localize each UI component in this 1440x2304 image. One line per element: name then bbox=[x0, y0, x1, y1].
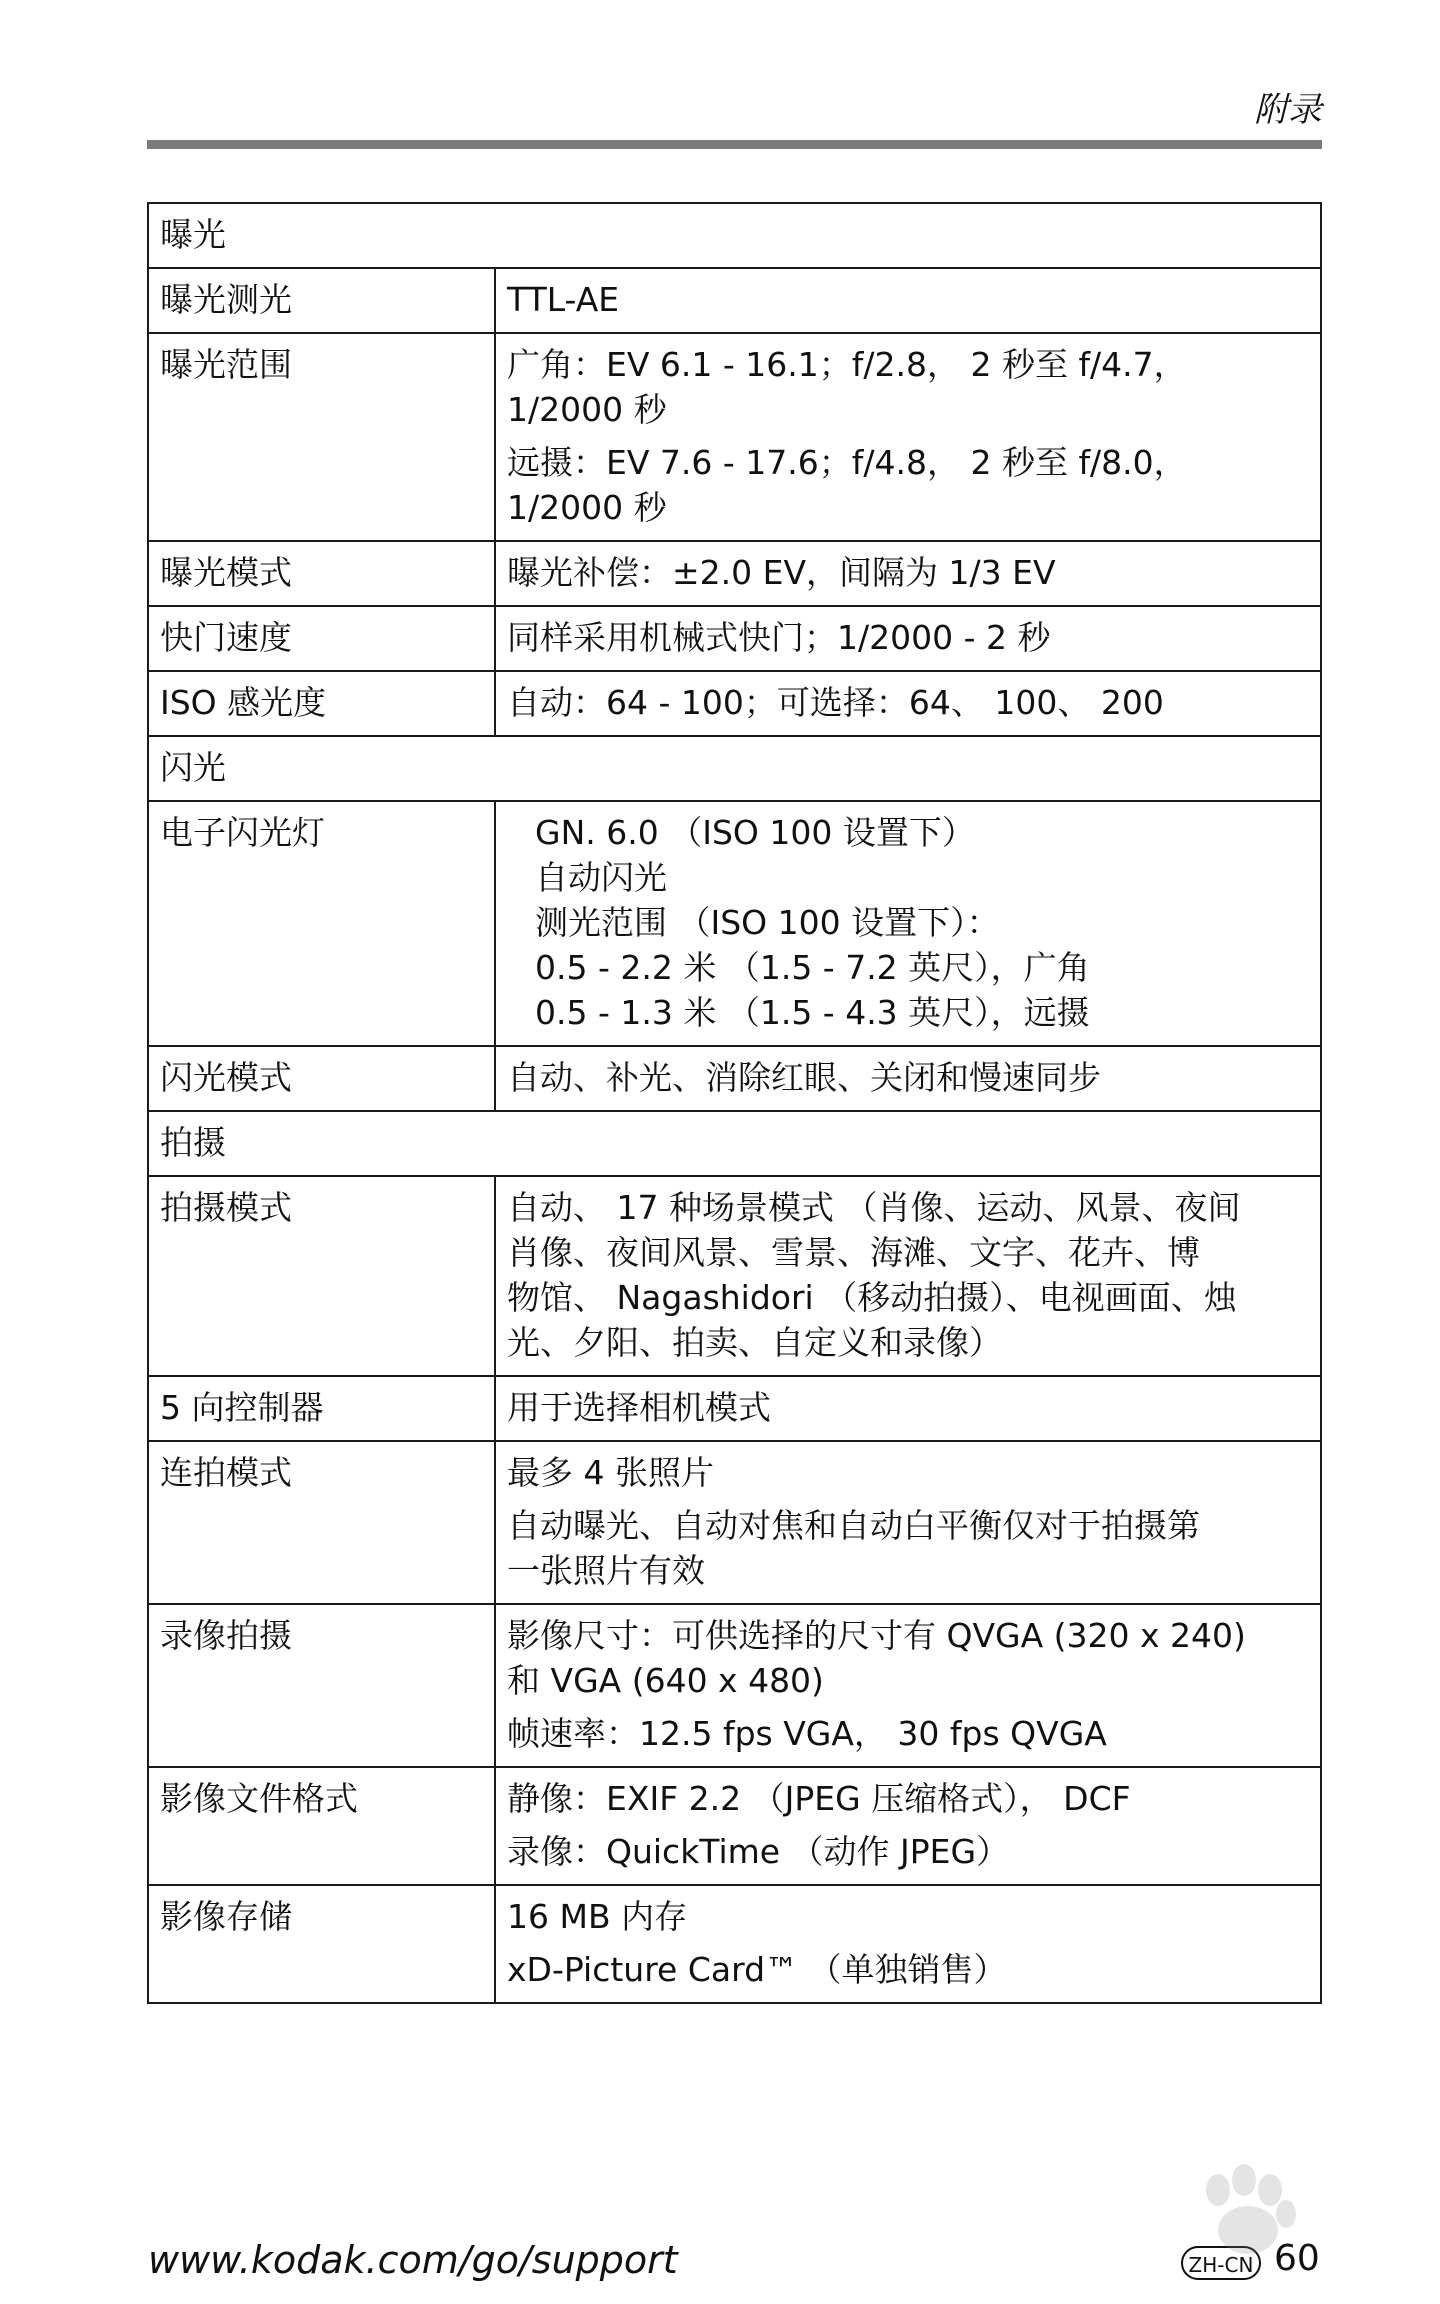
table-row bbox=[148, 1767, 1321, 1885]
value-line: 自动：64 - 100；可选择：64、 100、 200 bbox=[507, 683, 1164, 722]
row-value bbox=[495, 606, 1321, 671]
language-badge: ZH-CN bbox=[1181, 2246, 1261, 2280]
row-value bbox=[495, 801, 1321, 1046]
page-number: 60 bbox=[1274, 2238, 1320, 2279]
row-label: 曝光范围 bbox=[148, 333, 495, 541]
row-label: 曝光模式 bbox=[148, 541, 495, 606]
value-line: 自动曝光、自动对焦和自动白平衡仅对于拍摄第 bbox=[507, 1506, 1200, 1545]
section-row-capture bbox=[148, 1111, 1321, 1176]
table-row bbox=[148, 1441, 1321, 1604]
row-label: 录像拍摄 bbox=[148, 1604, 495, 1767]
row-value bbox=[495, 1046, 1321, 1111]
value-line: 肖像、夜间风景、雪景、海滩、文字、花卉、博 bbox=[507, 1233, 1200, 1272]
table-row bbox=[148, 541, 1321, 606]
row-value bbox=[495, 1767, 1321, 1885]
table-row bbox=[148, 801, 1321, 1046]
row-value bbox=[495, 333, 1321, 541]
row-label: 快门速度 bbox=[148, 606, 495, 671]
value-line: 16 MB 内存 bbox=[507, 1897, 688, 1936]
value-line: GN. 6.0 （ISO 100 设置下） bbox=[535, 813, 975, 852]
value-line: 广角：EV 6.1 - 16.1；f/2.8， 2 秒至 f/4.7， bbox=[507, 345, 1187, 384]
value-line: 自动闪光 bbox=[535, 858, 667, 897]
spec-table bbox=[147, 202, 1322, 2004]
value-line: 远摄：EV 7.6 - 17.6；f/4.8， 2 秒至 f/8.0， bbox=[507, 443, 1187, 482]
table-row bbox=[148, 671, 1321, 736]
row-value bbox=[495, 541, 1321, 606]
section-heading: 拍摄 bbox=[148, 1111, 1321, 1176]
value-line: 物馆、 Nagashidori （移动拍摄）、电视画面、烛 bbox=[507, 1278, 1237, 1317]
value-line: TTL-AE bbox=[507, 280, 620, 319]
row-label: 曝光测光 bbox=[148, 268, 495, 333]
table-row bbox=[148, 268, 1321, 333]
row-label: 5 向控制器 bbox=[148, 1376, 495, 1441]
row-label: ISO 感光度 bbox=[148, 671, 495, 736]
value-line: 1/2000 秒 bbox=[507, 488, 667, 527]
baidu-paw-watermark-icon bbox=[1040, 2150, 1400, 2300]
row-label: 连拍模式 bbox=[148, 1441, 495, 1604]
row-label: 拍摄模式 bbox=[148, 1176, 495, 1376]
row-value bbox=[495, 1604, 1321, 1767]
row-value bbox=[495, 1176, 1321, 1376]
table-row bbox=[148, 606, 1321, 671]
table-row bbox=[148, 333, 1321, 541]
section-heading: 闪光 bbox=[148, 736, 1321, 801]
row-label: 影像文件格式 bbox=[148, 1767, 495, 1885]
value-line: 0.5 - 1.3 米 （1.5 - 4.3 英尺），远摄 bbox=[535, 993, 1090, 1032]
value-line: 静像：EXIF 2.2 （JPEG 压缩格式）， DCF bbox=[507, 1779, 1131, 1818]
value-line: 帧速率：12.5 fps VGA， 30 fps QVGA bbox=[507, 1714, 1107, 1753]
value-line: 曝光补偿：±2.0 EV，间隔为 1/3 EV bbox=[507, 553, 1056, 592]
table-row bbox=[148, 1376, 1321, 1441]
value-line: 同样采用机械式快门；1/2000 - 2 秒 bbox=[507, 618, 1051, 657]
header-rule bbox=[147, 140, 1322, 149]
row-value bbox=[495, 671, 1321, 736]
row-label: 闪光模式 bbox=[148, 1046, 495, 1111]
value-line: 光、夕阳、拍卖、自定义和录像） bbox=[507, 1323, 1002, 1362]
value-line: 录像：QuickTime （动作 JPEG） bbox=[507, 1832, 1010, 1871]
row-value bbox=[495, 268, 1321, 333]
support-url-link[interactable]: www.kodak.com/go/support bbox=[148, 2238, 678, 2282]
value-line: 0.5 - 2.2 米 （1.5 - 7.2 英尺），广角 bbox=[535, 948, 1090, 987]
row-value bbox=[495, 1885, 1321, 2003]
row-value bbox=[495, 1441, 1321, 1604]
value-line: 最多 4 张照片 bbox=[507, 1453, 714, 1492]
value-line: 一张照片有效 bbox=[507, 1551, 705, 1590]
value-line: 用于选择相机模式 bbox=[507, 1388, 771, 1427]
section-row-flash bbox=[148, 736, 1321, 801]
row-value bbox=[495, 1376, 1321, 1441]
value-line: 1/2000 秒 bbox=[507, 390, 667, 429]
table-row bbox=[148, 1046, 1321, 1111]
table-row bbox=[148, 1885, 1321, 2003]
value-line: 自动、补光、消除红眼、关闭和慢速同步 bbox=[507, 1058, 1101, 1097]
page-header-title: 附录 bbox=[1254, 90, 1322, 130]
value-line: 自动、 17 种场景模式 （肖像、运动、风景、夜间 bbox=[507, 1188, 1241, 1227]
value-line: xD-Picture Card™ （单独销售） bbox=[507, 1950, 1007, 1989]
row-label: 影像存储 bbox=[148, 1885, 495, 2003]
value-line: 测光范围 （ISO 100 设置下）： bbox=[535, 903, 1000, 942]
value-line: 影像尺寸：可供选择的尺寸有 QVGA (320 x 240) bbox=[507, 1616, 1246, 1655]
table-row bbox=[148, 1176, 1321, 1376]
section-heading: 曝光 bbox=[148, 203, 1321, 268]
row-label: 电子闪光灯 bbox=[148, 801, 495, 1046]
section-row-exposure bbox=[148, 203, 1321, 268]
value-line: 和 VGA (640 x 480) bbox=[507, 1661, 824, 1700]
table-row bbox=[148, 1604, 1321, 1767]
